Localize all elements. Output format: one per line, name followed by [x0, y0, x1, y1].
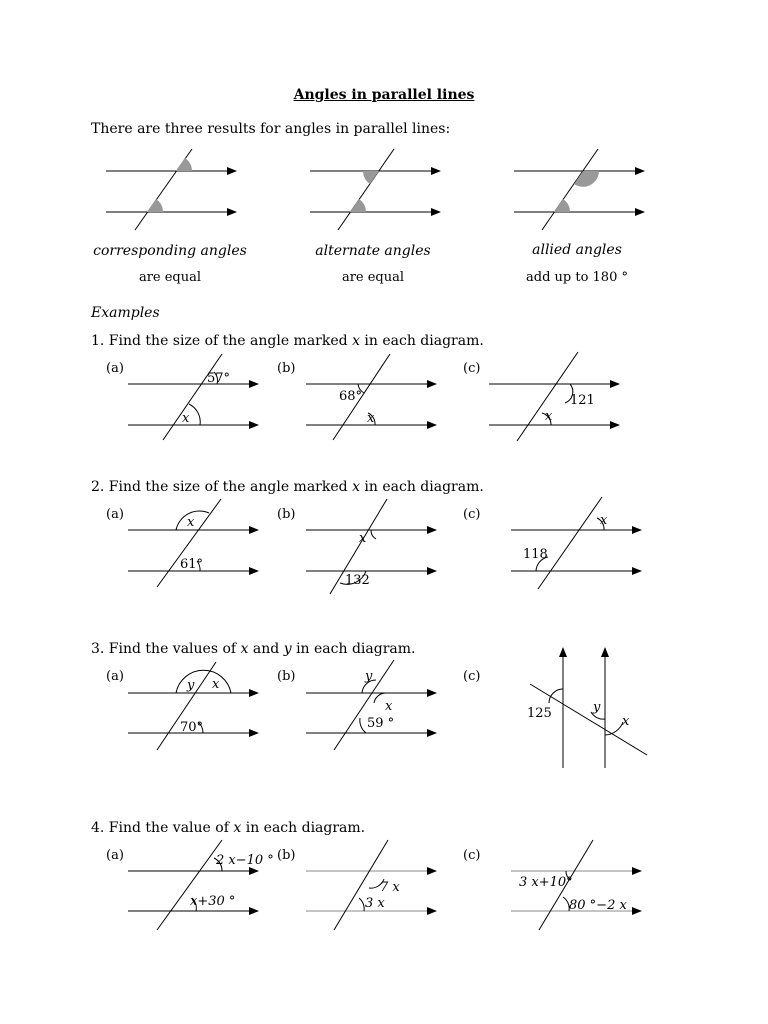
shaded-angle-bottom [350, 199, 366, 212]
q1-part-c-label: (c) [463, 361, 481, 376]
q2b-diagram [306, 499, 436, 594]
q4c-angle-top: 3 x+10° [519, 875, 573, 890]
q1-var: x [352, 333, 360, 349]
q4-part-b-label: (b) [277, 848, 296, 863]
q2-part-a-label: (a) [106, 507, 124, 522]
q2-part-c-label: (c) [463, 507, 481, 522]
q1-suffix: in each diagram. [364, 333, 484, 349]
q3-mid: and [252, 641, 280, 657]
q2b-angle-x: x [359, 531, 367, 546]
q2c-angle-x: x [600, 513, 608, 528]
examples-heading: Examples [91, 305, 160, 321]
q1b-angle-x: x [367, 411, 375, 426]
rule-allied-note: add up to 180 ° [526, 270, 628, 285]
q1b-angle-68: 68° [339, 389, 363, 404]
q4c-angle-bottom: 80 °−2 x [569, 898, 627, 913]
q2b-angle-132: 132 [345, 573, 370, 588]
rule-alternate-name: alternate angles [315, 243, 431, 259]
q2-part-b-label: (b) [277, 507, 296, 522]
q4-prompt: 4. Find the value of [91, 820, 229, 836]
q2a-angle-61: 61° [180, 557, 204, 572]
q1-prompt: 1. Find the size of the angle marked [91, 333, 348, 349]
page-title: Angles in parallel lines [293, 87, 475, 103]
q4a-angle-top: 2 x−10 ° [216, 853, 274, 868]
q1a-angle-x: x [182, 411, 190, 426]
q2-var: x [352, 479, 360, 495]
shaded-angle-top [176, 158, 192, 171]
q4-part-a-label: (a) [106, 848, 124, 863]
q1-part-b-label: (b) [277, 361, 296, 376]
rule-corresponding-note: are equal [138, 270, 202, 285]
q2c-diagram [511, 497, 641, 589]
q3-prompt: 3. Find the values of [91, 641, 237, 657]
q3c-angle-125: 125 [527, 706, 552, 721]
q4-part-c-label: (c) [463, 848, 481, 863]
q1c-angle-x: x [545, 409, 553, 424]
q3-part-b-label: (b) [277, 669, 296, 684]
diagram-corresponding [106, 149, 236, 230]
diagram-allied [514, 149, 644, 230]
q1a-diagram [128, 354, 258, 440]
q3-part-c-label: (c) [463, 669, 481, 684]
shaded-angle-bottom [554, 199, 570, 212]
q3a-angle-x: x [212, 677, 220, 692]
q4b-diagram [306, 840, 436, 930]
q4-suffix: in each diagram. [245, 820, 366, 836]
q3a-angle-70: 70° [180, 720, 204, 735]
q3a-diagram [128, 662, 258, 750]
q3a-angle-y: y [187, 678, 195, 693]
q4a-angle-bottom: x+30 ° [190, 894, 236, 909]
q3-var: x [240, 641, 249, 657]
q2-suffix: in each diagram. [364, 479, 484, 495]
q3b-angle-x: x [385, 699, 393, 714]
q2c-angle-118: 118 [523, 547, 548, 562]
q3-suffix: in each diagram. [296, 641, 416, 657]
q3-var2: y [283, 641, 292, 657]
q2a-diagram [128, 499, 258, 587]
q2-prompt: 2. Find the size of the angle marked [91, 479, 348, 495]
q3c-angle-x: x [622, 714, 630, 729]
q3c-angle-y: y [593, 700, 601, 715]
q1c-angle-121: 121 [570, 393, 595, 408]
rule-allied-name: allied angles [532, 242, 622, 258]
rule-alternate-note: are equal [341, 270, 405, 285]
q1a-angle-57: 57° [207, 371, 231, 386]
shaded-angle-top [574, 171, 599, 187]
q1c-diagram [489, 352, 619, 441]
q4b-angle-3x: 3 x [365, 896, 385, 911]
intro-text: There are three results for angles in parallel lines: [91, 121, 451, 137]
q1-part-a-label: (a) [106, 361, 124, 376]
shaded-angle-top [363, 171, 379, 184]
diagram-alternate [310, 149, 440, 230]
q4b-angle-7x: 7 x [380, 880, 400, 895]
shaded-angle-bottom [147, 199, 163, 212]
rule-corresponding-name: corresponding angles [93, 243, 247, 259]
q4-var: x [233, 820, 242, 836]
q3b-angle-59: 59 ° [367, 716, 395, 731]
q1b-diagram [306, 354, 436, 440]
q3-part-a-label: (a) [106, 669, 124, 684]
q3b-angle-y: y [365, 669, 373, 684]
q2a-angle-x: x [187, 515, 195, 530]
